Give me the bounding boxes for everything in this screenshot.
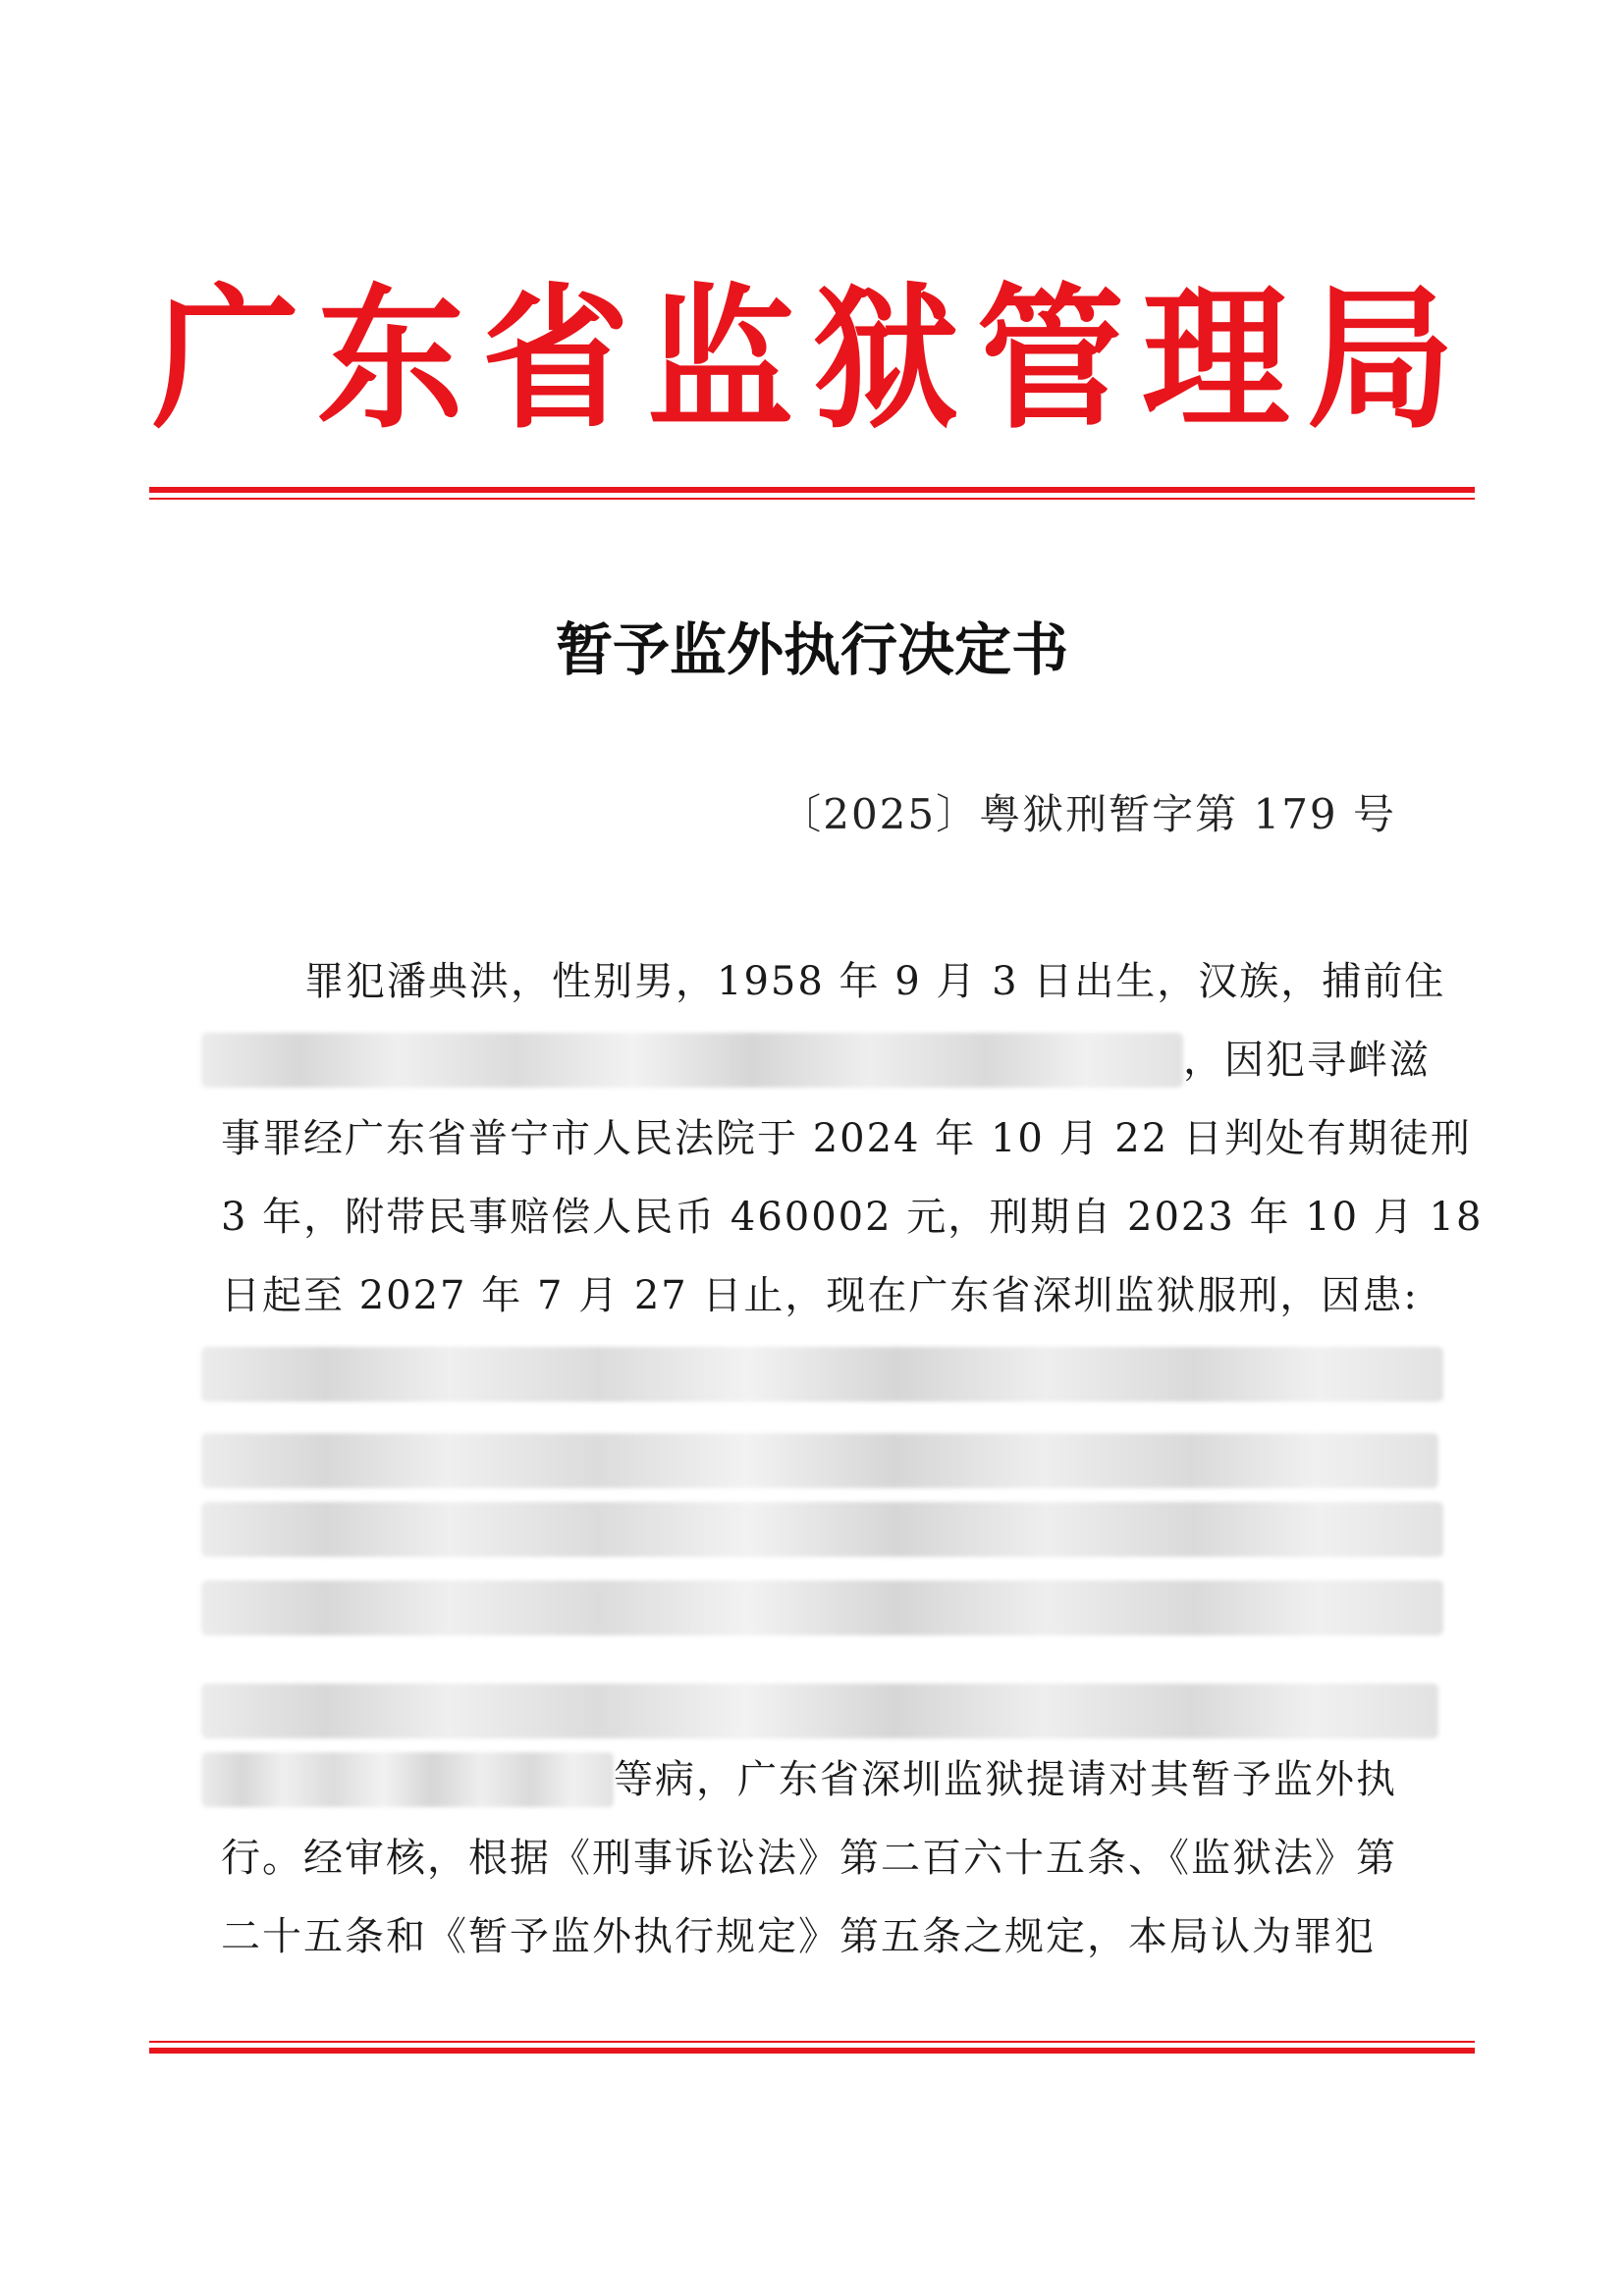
footer-red-rule (149, 2041, 1475, 2054)
body-line-3: 事罪经广东省普宁市人民法院于 2024 年 10 月 22 日判处有期徒刑 (221, 1116, 1472, 1161)
redacted-diagnosis-5 (201, 1683, 1438, 1738)
redacted-diagnosis-3 (201, 1502, 1443, 1557)
redacted-diagnosis-4 (201, 1580, 1443, 1635)
body-line-4: 3 年，附带民事赔偿人民币 460002 元，刑期自 2023 年 10 月 18 (221, 1195, 1484, 1240)
redacted-diagnosis-6 (201, 1752, 614, 1807)
body-line-12: 行。经审核，根据《刑事诉讼法》第二百六十五条、《监狱法》第 (221, 1836, 1397, 1881)
redacted-address (201, 1033, 1183, 1088)
body-line-11-tail: 等病，广东省深圳监狱提请对其暂予监外执 (614, 1757, 1397, 1802)
redacted-diagnosis-1 (201, 1347, 1443, 1402)
header-red-rule (149, 487, 1475, 500)
redacted-diagnosis-2 (201, 1433, 1438, 1488)
body-line-2-tail: ，因犯寻衅滋 (1183, 1038, 1431, 1083)
body-line-13: 二十五条和《暂予监外执行规定》第五条之规定，本局认为罪犯 (221, 1914, 1376, 1959)
document-title: 暂予监外执行决定书 (555, 616, 1068, 683)
agency-masthead: 广东省监狱管理局 (151, 270, 1472, 451)
body-line-5: 日起至 2027 年 7 月 27 日止，现在广东省深圳监狱服刑，因患: (221, 1273, 1419, 1318)
document-number: 〔2025〕粤狱刑暂字第 179 号 (780, 790, 1396, 838)
body-line-1: 罪犯潘典洪，性别男，1958 年 9 月 3 日出生，汉族，捕前住 (304, 959, 1446, 1004)
